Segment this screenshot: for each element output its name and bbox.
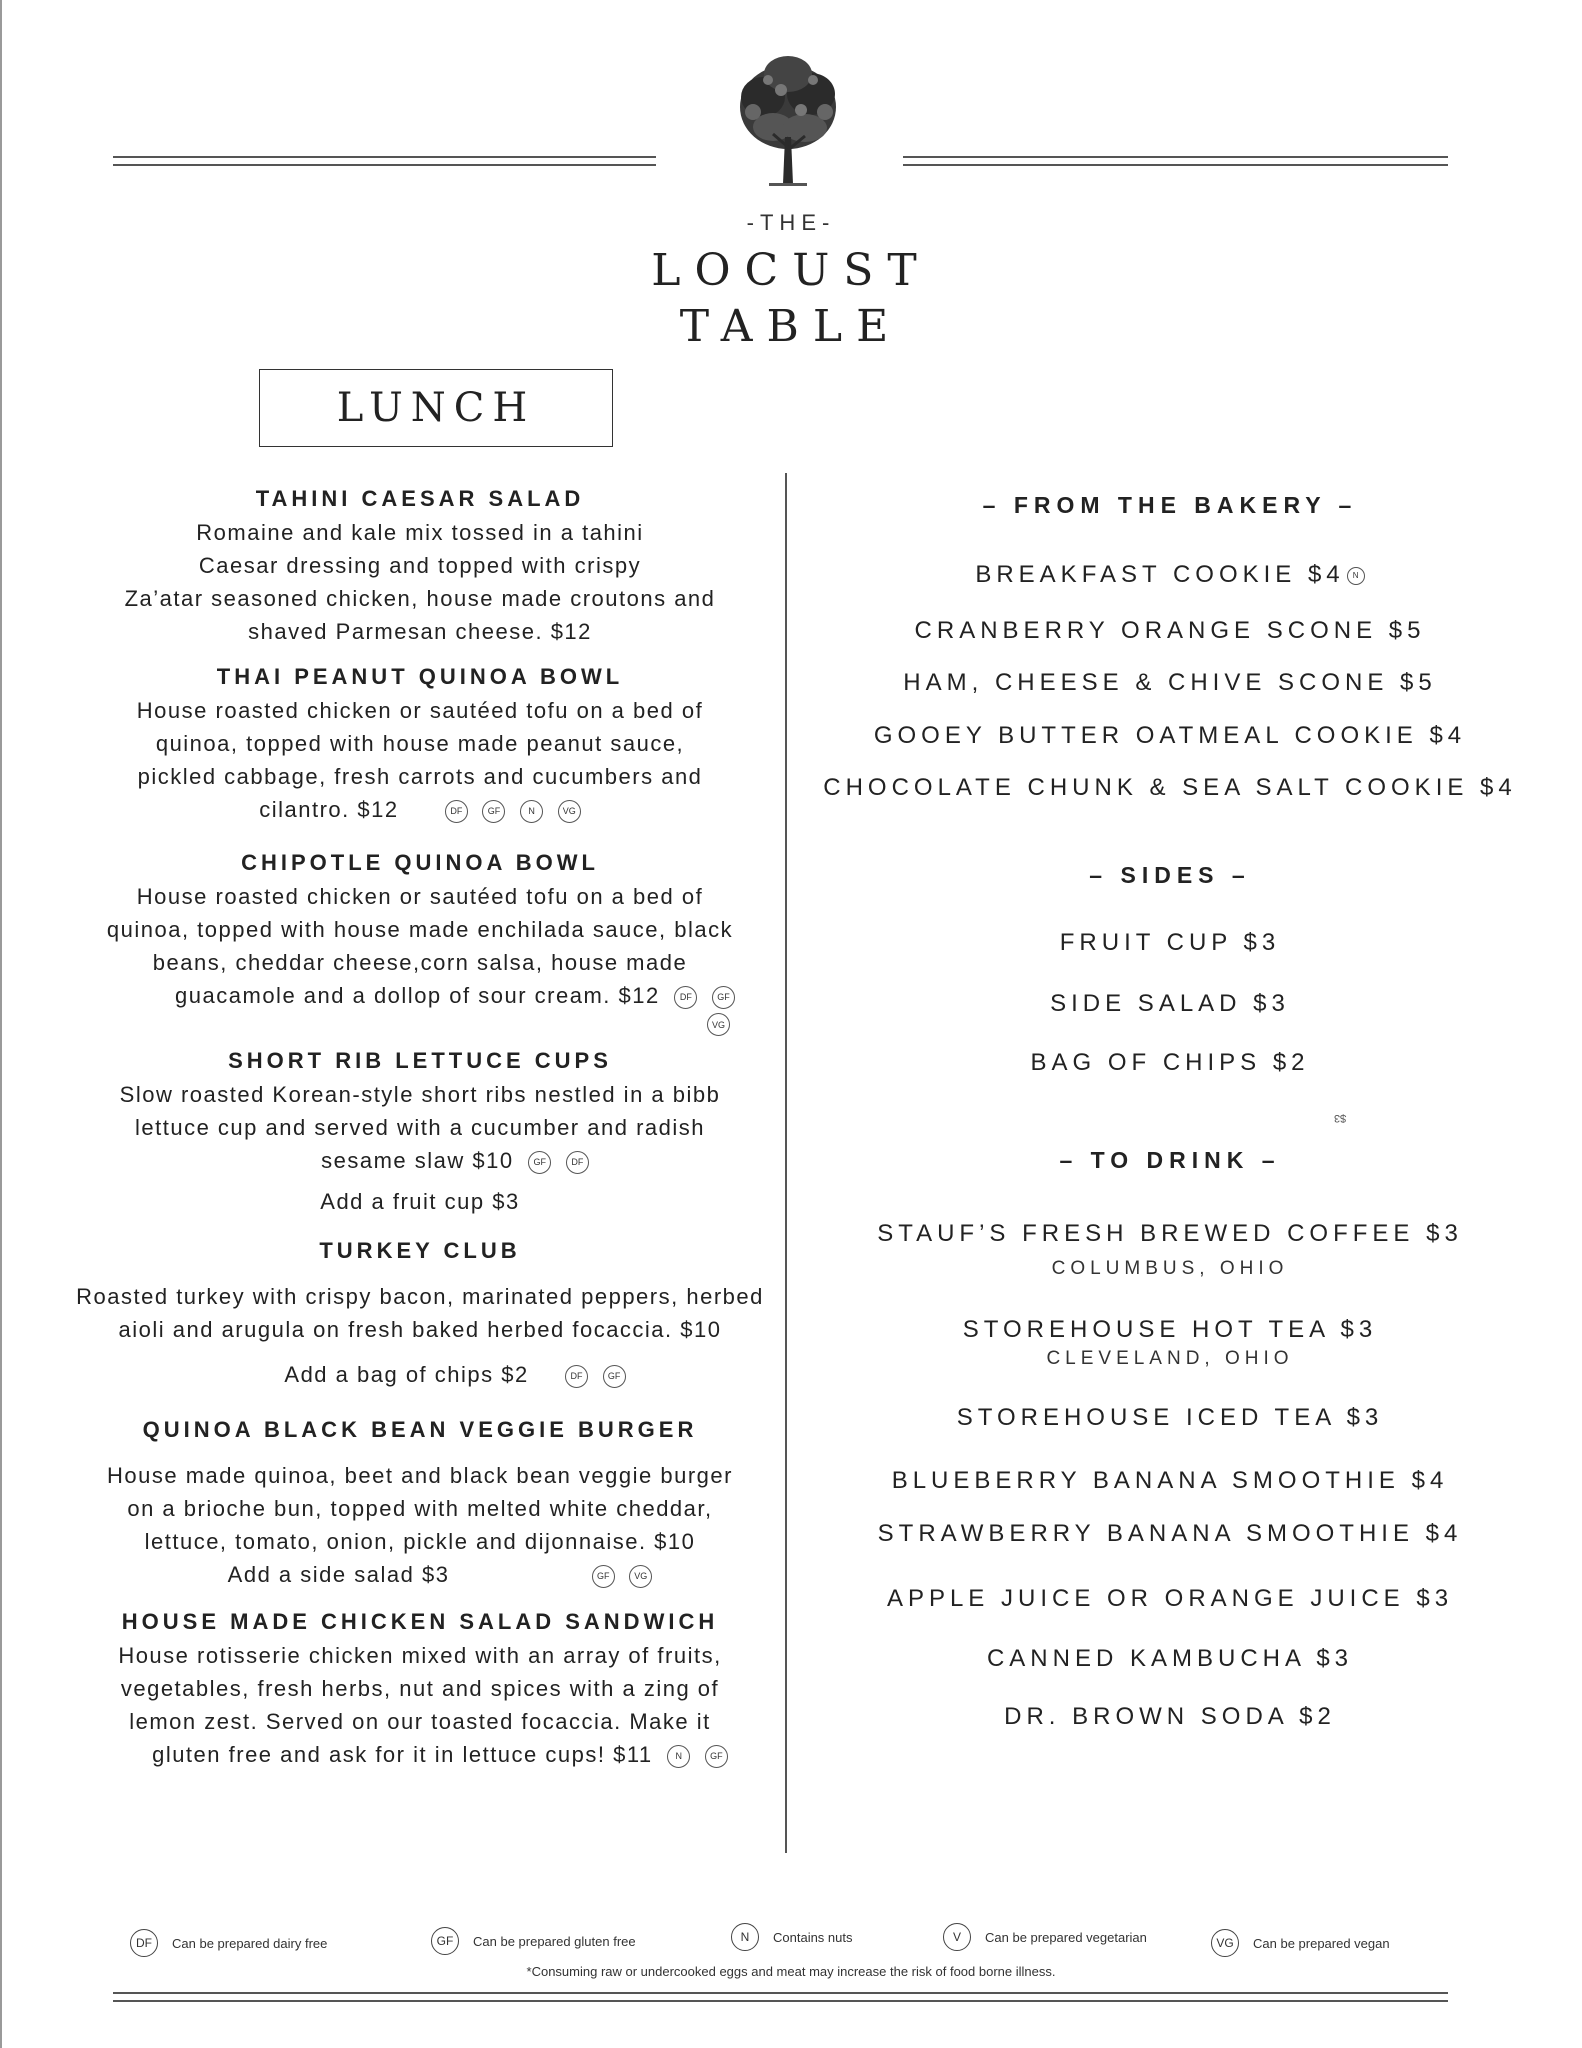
menu-item-name: CHIPOTLE QUINOA BOWL <box>241 850 599 875</box>
header-rule-left <box>113 156 656 158</box>
legend-text: Can be prepared dairy free <box>172 1935 328 1951</box>
tree-logo-icon <box>733 52 843 192</box>
legend-item <box>731 1923 853 1951</box>
vegan-icon: VG <box>1211 1929 1239 1957</box>
gluten-free-icon: GF <box>431 1927 459 1955</box>
menu-item <box>70 482 770 648</box>
dairy-free-icon: DF <box>565 1365 588 1388</box>
menu-item-name: TAHINI CAESAR SALAD <box>255 486 585 511</box>
menu-item-desc: House rotisserie chicken mixed with an array of fruits, <box>118 1643 722 1668</box>
dairy-free-icon: DF <box>674 986 697 1009</box>
drink-item: CANNED KAMBUCHA $3 <box>986 1645 1354 1672</box>
menu-item <box>70 1605 770 1771</box>
nuts-icon: N <box>520 800 543 823</box>
legend-item <box>130 1929 327 1957</box>
menu-item-name: TURKEY CLUB <box>319 1238 521 1263</box>
menu-item-badge-row <box>70 1012 770 1038</box>
legend-text: Contains nuts <box>773 1929 853 1945</box>
bakery-item: GOOEY BUTTER OATMEAL COOKIE $4 <box>873 722 1467 749</box>
menu-item-desc: vegetables, fresh herbs, nut and spices with a zing of <box>120 1676 720 1701</box>
vegan-icon: VG <box>629 1565 652 1588</box>
menu-item-desc: Slow roasted Korean-style short ribs nestled in a bibb <box>119 1082 721 1107</box>
drink-item: DR. BROWN SODA $2 <box>1004 1703 1336 1730</box>
header-rule-right <box>903 156 1448 158</box>
menu-item-desc: lettuce, tomato, onion, pickle and dijonnaise. $10 <box>144 1529 696 1554</box>
menu-item-addon-row <box>70 1358 770 1391</box>
vegetarian-icon: V <box>943 1923 971 1951</box>
food-safety-disclaimer: *Consuming raw or undercooked eggs and meat may increase the risk of food borne illness. <box>526 1964 1056 1979</box>
menu-item-desc: quinoa, topped with house made peanut sauce, <box>155 731 685 756</box>
menu-item-desc-text: gluten free and ask for it in lettuce cups! $11 <box>152 1742 653 1767</box>
gluten-free-icon: GF <box>482 800 505 823</box>
brand-name-line1: LOCUST <box>651 245 931 296</box>
menu-item-name: SHORT RIB LETTUCE CUPS <box>228 1048 612 1073</box>
menu-item-name: QUINOA BLACK BEAN VEGGIE BURGER <box>142 1417 698 1442</box>
menu-item-desc-text: cilantro. $12 <box>259 797 399 822</box>
menu-item-desc: House made quinoa, beet and black bean veggie burger <box>107 1463 733 1488</box>
drink-item: STAUF’S FRESH BREWED COFFEE $3 <box>877 1220 1463 1247</box>
menu-item <box>70 1413 770 1591</box>
menu-item-desc: lettuce cup and served with a cucumber and radish <box>134 1115 705 1140</box>
drink-item: BLUEBERRY BANANA SMOOTHIE $4 <box>891 1467 1449 1494</box>
vegan-icon: VG <box>558 800 581 823</box>
legend-item <box>1211 1929 1390 1957</box>
gluten-free-icon: GF <box>712 986 735 1009</box>
side-item: SIDE SALAD $3 <box>1050 990 1290 1017</box>
dairy-free-icon: DF <box>566 1151 589 1174</box>
menu-item-desc: lemon zest. Served on our toasted focaccia. Make it <box>129 1709 711 1734</box>
drink-origin: CLEVELAND, OHIO <box>1046 1348 1294 1369</box>
drink-item: STOREHOUSE HOT TEA $3 <box>962 1316 1378 1343</box>
bakery-item-text: BREAKFAST COOKIE $4 <box>975 561 1345 588</box>
drink-item: APPLE JUICE OR ORANGE JUICE $3 <box>886 1585 1454 1612</box>
menu-item-desc: Za’atar seasoned chicken, house made croutons and <box>124 586 716 611</box>
menu-item <box>70 1234 770 1391</box>
legend-text: Can be prepared vegan <box>1253 1935 1390 1951</box>
gluten-free-icon: GF <box>592 1565 615 1588</box>
menu-item-desc: Romaine and kale mix tossed in a tahini <box>196 520 644 545</box>
menu-item-name: HOUSE MADE CHICKEN SALAD SANDWICH <box>121 1609 719 1634</box>
legend-item <box>431 1927 636 1955</box>
bakery-item: HAM, CHEESE & CHIVE SCONE $5 <box>903 669 1437 696</box>
gluten-free-icon: GF <box>603 1365 626 1388</box>
menu-item-desc: quinoa, topped with house made enchilada sauce, black <box>106 917 734 942</box>
dietary-legend <box>0 1925 1582 1965</box>
menu-item-desc-last <box>70 1144 770 1177</box>
side-item: FRUIT CUP $3 <box>1059 929 1281 956</box>
bakery-item <box>790 561 1550 589</box>
legend-text: Can be prepared gluten free <box>473 1933 636 1949</box>
nuts-icon: N <box>731 1923 759 1951</box>
menu-item-desc: Roasted turkey with crispy bacon, marinated peppers, herbed <box>76 1284 764 1309</box>
menu-item-desc: shaved Parmesan cheese. $12 <box>248 619 592 644</box>
column-divider <box>785 473 787 1853</box>
drinks-title: – TO DRINK – <box>1059 1147 1281 1173</box>
section-title-box <box>259 369 613 447</box>
menu-item-desc: House roasted chicken or sautéed tofu on a bed of <box>136 698 704 723</box>
bakery-item: CHOCOLATE CHUNK & SEA SALT COOKIE $4 <box>823 774 1517 801</box>
menu-item-desc-last <box>70 979 770 1012</box>
brand-name-line2: TABLE <box>679 301 903 352</box>
drink-origin: COLUMBUS, OHIO <box>1051 1258 1289 1279</box>
menu-item-desc-text: sesame slaw $10 <box>321 1148 514 1173</box>
bakery-title: – FROM THE BAKERY – <box>982 492 1358 518</box>
side-item: BAG OF CHIPS $2 <box>1030 1049 1310 1076</box>
menu-item-desc: on a brioche bun, topped with melted white cheddar, <box>127 1496 713 1521</box>
dairy-free-icon: DF <box>445 800 468 823</box>
nuts-icon: N <box>1347 567 1365 585</box>
menu-item <box>70 846 770 1038</box>
lunch-items <box>70 480 770 1771</box>
right-column <box>790 480 1550 1731</box>
menu-item-desc: Caesar dressing and topped with crispy <box>198 553 642 578</box>
menu-item-addon: Add a fruit cup $3 <box>320 1189 520 1214</box>
menu-item-name: THAI PEANUT QUINOA BOWL <box>216 664 624 689</box>
menu-item-addon: Add a bag of chips $2 <box>284 1362 529 1387</box>
menu-item-desc: pickled cabbage, fresh carrots and cucumbers and <box>137 764 703 789</box>
sides-title: – SIDES – <box>1089 862 1251 888</box>
drink-item: STRAWBERRY BANANA SMOOTHIE $4 <box>877 1520 1463 1547</box>
menu-item-addon-row <box>70 1558 770 1591</box>
legend-text: Can be prepared vegetarian <box>985 1929 1147 1945</box>
bakery-item: CRANBERRY ORANGE SCONE $5 <box>914 617 1426 644</box>
menu-item-desc: House roasted chicken or sautéed tofu on a bed of <box>136 884 704 909</box>
menu-item-desc-last <box>70 1738 770 1771</box>
drink-item: STOREHOUSE ICED TEA $3 <box>956 1404 1384 1431</box>
menu-item-desc: aioli and arugula on fresh baked herbed focaccia. $10 <box>118 1317 722 1342</box>
menu-item-desc: beans, cheddar cheese,corn salsa, house made <box>152 950 688 975</box>
menu-item <box>70 1044 770 1218</box>
menu-item-desc-text: guacamole and a dollop of sour cream. $12 <box>175 983 660 1008</box>
vegan-icon: VG <box>707 1013 730 1036</box>
gluten-free-icon: GF <box>528 1151 551 1174</box>
menu-item-addon: Add a side salad $3 <box>227 1562 450 1587</box>
nuts-icon: N <box>667 1745 690 1768</box>
menu-item <box>70 660 770 826</box>
footer-rule <box>113 1992 1448 1994</box>
brand-prefix: -THE- <box>746 210 836 235</box>
menu-item-desc-last <box>70 793 770 826</box>
legend-item <box>943 1923 1147 1951</box>
gluten-free-icon: GF <box>705 1745 728 1768</box>
section-title: LUNCH <box>336 385 536 431</box>
dairy-free-icon: DF <box>130 1929 158 1957</box>
stray-price: $3 <box>1334 1112 1347 1124</box>
